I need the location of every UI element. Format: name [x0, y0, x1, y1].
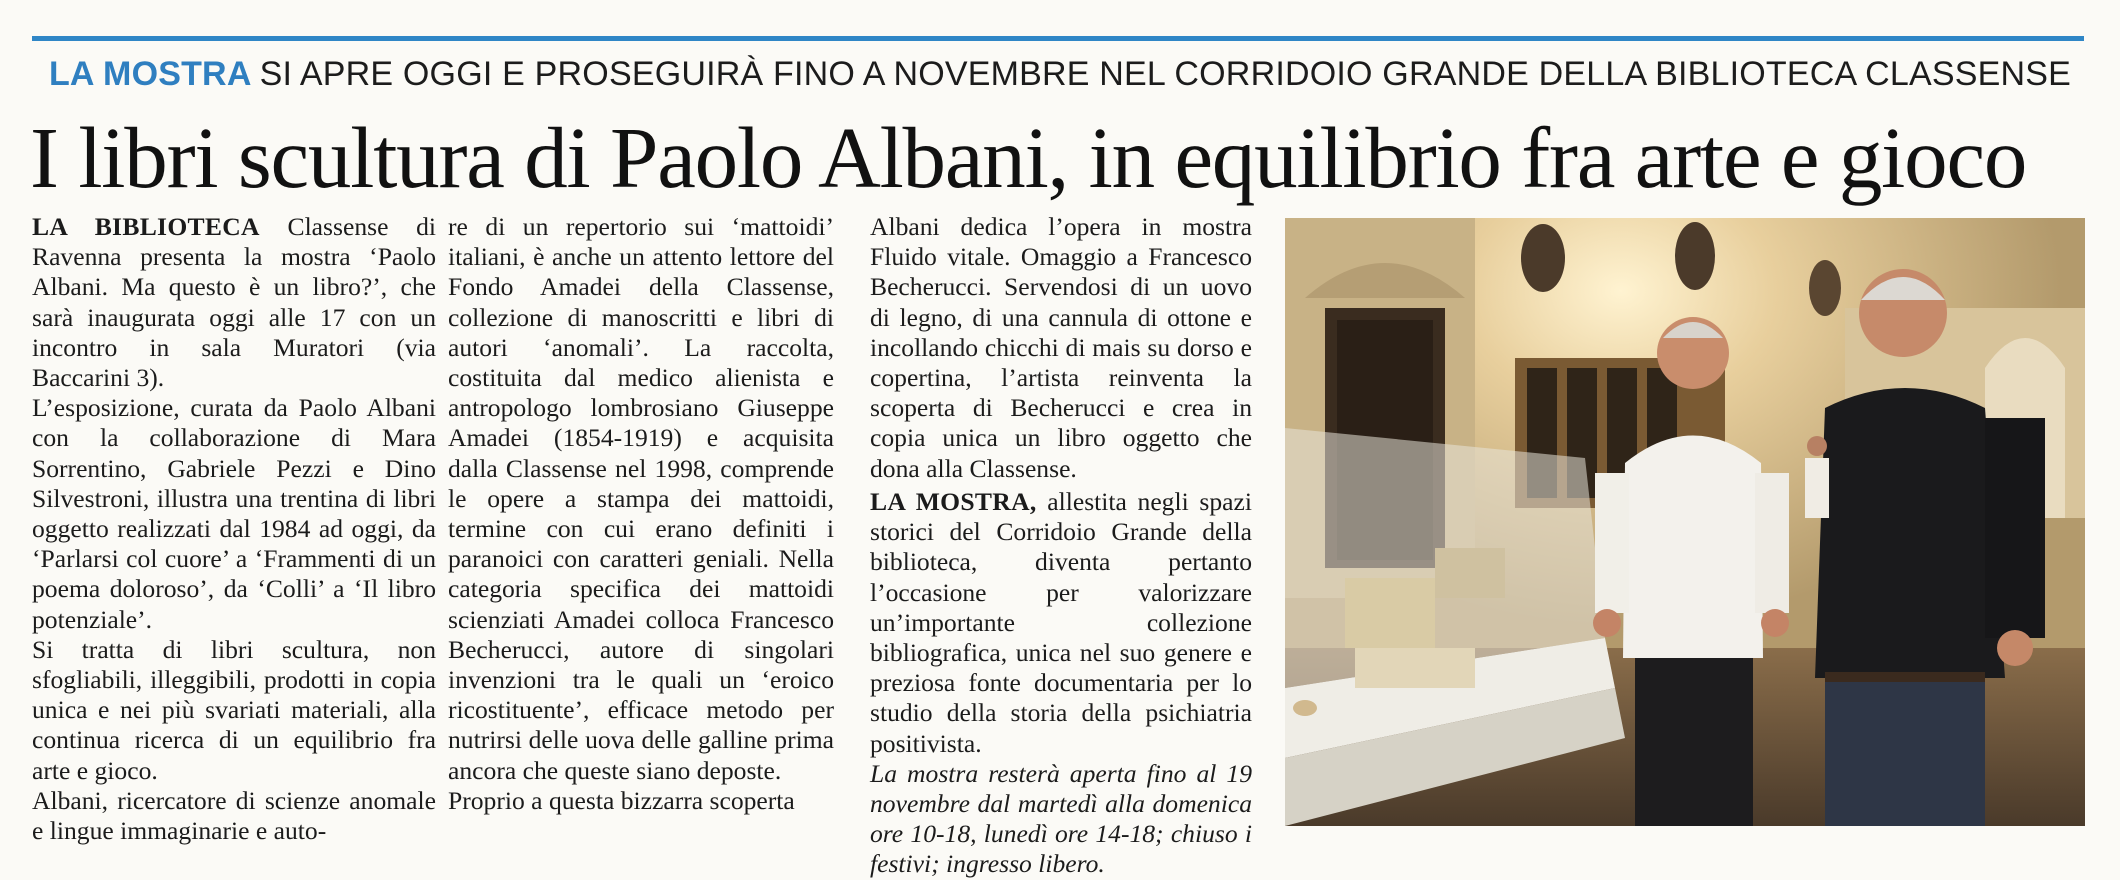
col2-paragraph-2: Proprio a questa bizzarra scoperta [448, 785, 795, 815]
col1-paragraph-1: LA BIBLIOTECA Classense di Ravenna presenta la mostra ‘Paolo Albani. Ma questo è un libro?’, che sarà inaugurata oggi alle 17 con un incontro in sala Muratori (via Baccarini 3). [32, 212, 436, 393]
col3-lead: LA MOSTRA, [870, 487, 1037, 516]
kicker [0, 54, 2120, 94]
col2-paragraph-1: re di un repertorio sui ‘mattoidi’ italiani, è anche un attento lettore del Fondo Amadei della Classense, collezione di manoscritti e libri di autori ‘anomali’. La raccolta, costituita dal medico alienista e antropologo lombrosiano Giuseppe Amadei (1854-1919) e acquisita dalla Classense nel 1998, comprende le opere a stampa dei mattoidi, termine con cui erano definiti i paranoici con caratteri geniali. Nella categoria specifica dei mattoidi scienziati Amadei colloca Francesco Becherucci, autore di singolari invenzioni tra le quali un ‘eroico ricostituente’, efficace metodo per nutrirsi delle uova delle galline prima ancora che queste siano deposte. [448, 212, 834, 785]
col1-paragraph-3: Si tratta di libri scultura, non sfogliabili, illeggibili, prodotti in copia unica e nei più svariati materiali, alla continua ricerca di un equilibrio fra arte e gioco. [32, 634, 436, 785]
col3-paragraph-3: La mostra resterà aperta fino al 19 novembre dal martedì alla domenica ore 10-18, lunedì ore 14-18; chiuso i festivi; ingresso libero. [870, 758, 1252, 879]
column-1 [32, 212, 436, 846]
col3-paragraph-2: LA MOSTRA, allestita negli spazi storici del Corridoio Grande della biblioteca, diventa pertanto l’occasione per valorizzare un’importante collezione bibliografica, unica nel suo genere e preziosa fonte documentaria per lo studio della storia della psichiatria positivista. [870, 487, 1252, 758]
column-3-continued [870, 487, 1252, 880]
col1-paragraph-2: L’esposizione, curata da Paolo Albani con la collaborazione di Mara Sorrentino, Gabriele Pezzi e Dino Silvestroni, illustra una trentina di libri oggetto realizzati dal 1984 ad oggi, da ‘Parlarsi col cuore’ a ‘Frammenti di un poema doloroso’, da ‘Colli’ a ‘Il libro potenziale’. [32, 393, 436, 634]
headline: I libri scultura di Paolo Albani, in equilibrio fra arte e gioco [30, 109, 2027, 206]
exhibition-photo-illustration [1285, 218, 2085, 826]
kicker-text: SI APRE OGGI E PROSEGUIRÀ FINO A NOVEMBRE NEL CORRIDOIO GRANDE DELLA BIBLIOTECA CLASSENSE [259, 55, 2072, 93]
kicker-tag: LA MOSTRA [48, 55, 252, 93]
column-2 [448, 212, 834, 816]
col1-lead: LA BIBLIOTECA [32, 212, 260, 241]
column-3 [870, 212, 1252, 484]
col1-paragraph-4: Albani, ricercatore di scienze anomale e lingue immaginarie e auto- [32, 785, 436, 846]
col3-paragraph-1: Albani dedica l’opera in mostra Fluido vitale. Omaggio a Francesco Becherucci. Servendosi di un uovo di legno, di una cannula di ottone e incollando chicchi di mais su dorso e copertina, l’artista reinventa la scoperta di Becherucci e crea in copia unica un libro oggetto che dona alla Classense. [870, 212, 1252, 483]
top-rule [32, 36, 2084, 41]
article-photo [1285, 218, 2085, 826]
